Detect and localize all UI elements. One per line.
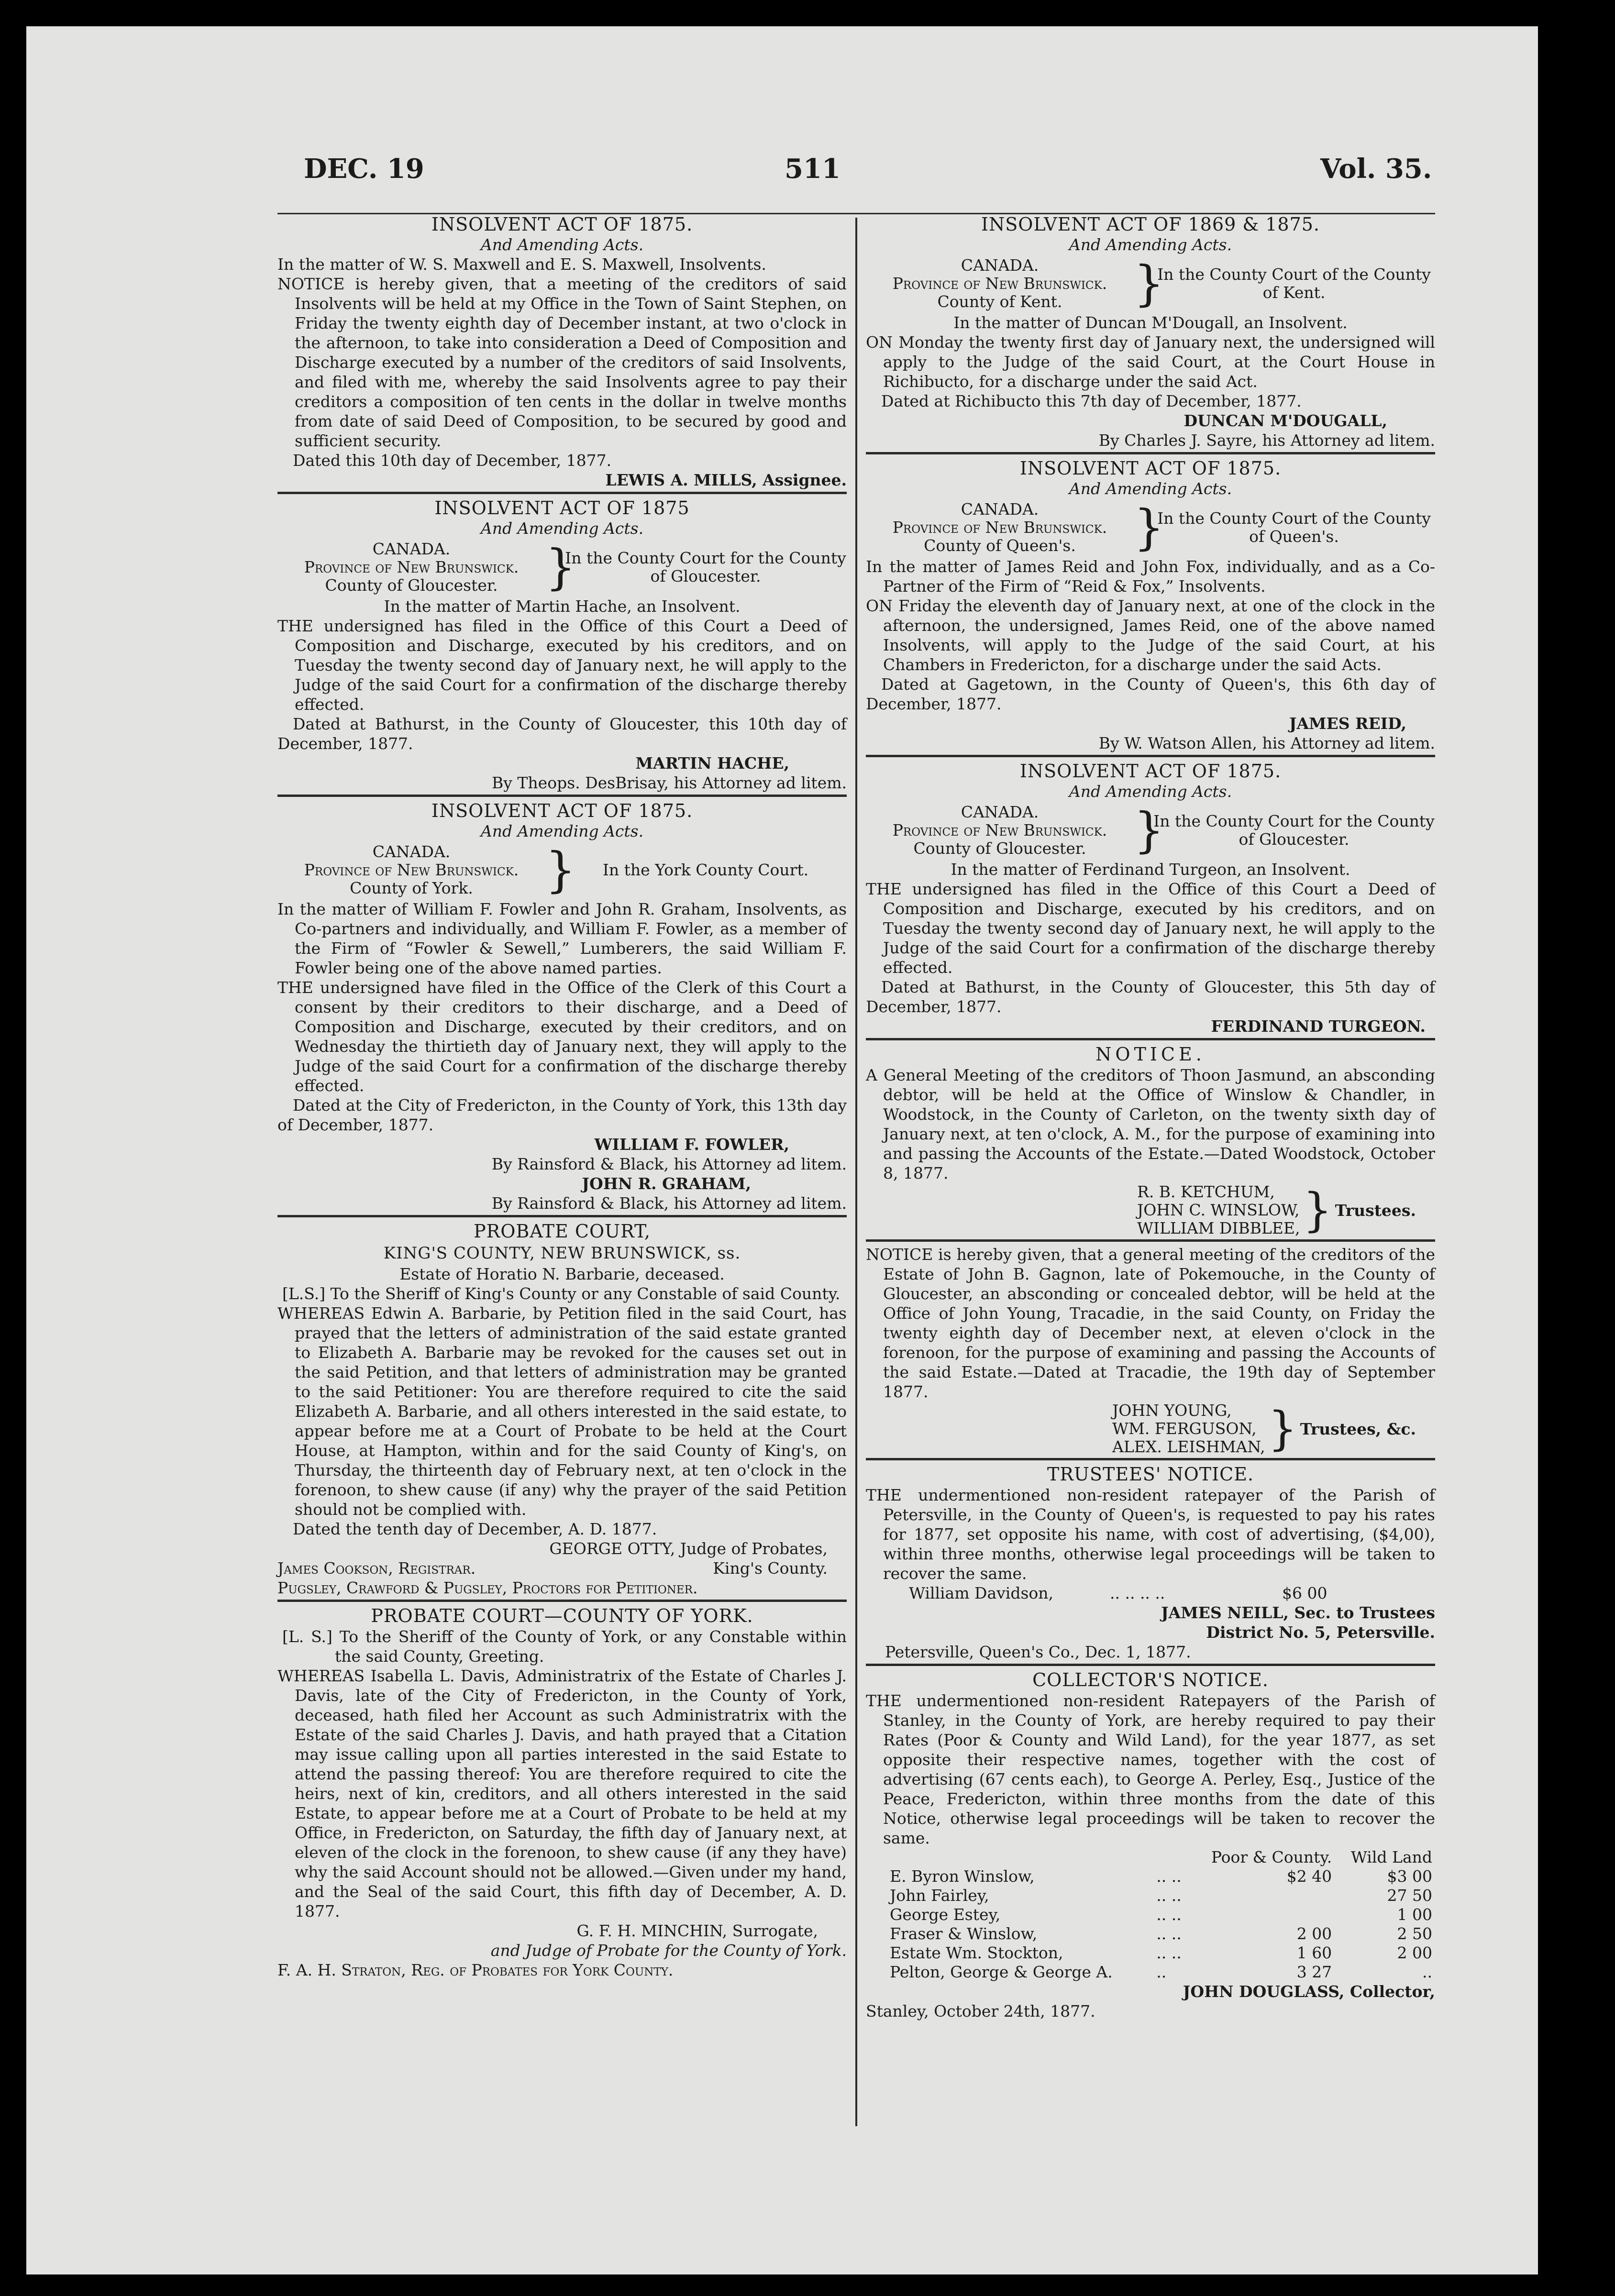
canada-label: CANADA. <box>961 256 1039 275</box>
trustees-notice <box>866 1458 1435 1664</box>
notice-jasmund <box>866 1038 1435 1239</box>
notice-dated: Dated at Gagetown, in the County of Queen's, this 6th day of December, 1877. <box>866 675 1435 713</box>
notice-matter: In the matter of Duncan M'Dougall, an Insolvent. <box>953 313 1348 332</box>
ratepayer-name: E. Byron Winslow, <box>890 1867 1035 1886</box>
notice-title: INSOLVENT ACT OF 1875. <box>1019 458 1282 479</box>
table-row <box>866 1886 1435 1905</box>
header-volume: Vol. 35. <box>1320 153 1432 185</box>
notice-body: THE undersigned have filed in the Office of the Clerk of this Court a consent by their creditors to their discharge, and a Deed of Composition and Discharge, executed by their creditors, and on Wednesday the thirtieth day of January next, they will apply to the Judge of the said Court for a confirmation of the discharge thereby effected. <box>277 978 847 1095</box>
district-label: District No. 5, Petersville. <box>1206 1623 1435 1642</box>
jurisdiction-block <box>866 256 1435 311</box>
province-label: Province of New Brunswick. <box>304 558 519 576</box>
notice-title: PROBATE COURT—COUNTY OF YORK. <box>371 1605 753 1626</box>
ratepayer-name: Estate Wm. Stockton, <box>890 1943 1063 1962</box>
court-label: In the County Court of the County of Kent. <box>1157 265 1431 302</box>
court-label: In the County Court for the County of Gloucester. <box>565 549 846 585</box>
notice-body: THE undermentioned non-resident Ratepayers of the Parish of Stanley, in the County of York, are hereby required to pay their Rates (Poor & County and Wild Land), for the year 1877, as set opposite their respective names, together with the cost of advertising (67 cents each), to George A. Perley, Esq., Justice of the Peace, Fredericton, within three months from the date of this Notice, otherwise legal proceedings will be taken to recover the same. <box>866 1691 1435 1847</box>
notice-attorney: By Rainsford & Black, his Attorney ad litem. <box>491 1194 847 1213</box>
notice-signature: DUNCAN M'DOUGALL, <box>1184 411 1387 430</box>
leader-dots: .. .. <box>1156 1905 1182 1924</box>
wild-land-value: $3 00 <box>1387 1867 1432 1886</box>
notice-body: WHEREAS Edwin A. Barbarie, by Petition filed in the said Court, has prayed that the letters of administration of the said estate granted to Elizabeth A. Barbarie may be revoked for the causes set out in the said Petition, and that letters of administration may be granted to the said Petitioner: You are therefore required to cite the said Elizabeth A. Barbarie, and all others interested in the said estate, to appear before me at a Court of Probate to be held at the Court House, at Hampton, within and for the said County of King's, on Thursday, the thirteenth day of February next, at ten o'clock in the forenoon, to shew cause (if any) why the prayer of the said Petition should not be complied with. <box>277 1304 847 1519</box>
notice-title: INSOLVENT ACT OF 1875. <box>1019 761 1282 782</box>
ratepayer-name: Fraser & Winslow, <box>890 1924 1038 1943</box>
ratepayer-name: William Davidson, <box>909 1584 1054 1602</box>
notice-turgeon <box>866 755 1435 1038</box>
notice-attorney: By W. Watson Allen, his Attorney ad litem. <box>1098 734 1435 752</box>
right-column <box>866 210 1435 2023</box>
collectors-notice <box>866 1664 1435 2023</box>
ls-address: [L.S.] To the Sheriff of King's County or any Constable of said County. <box>282 1284 841 1303</box>
leader-dots: .. .. <box>1156 1924 1182 1943</box>
trustees-label: Trustees. <box>1335 1201 1416 1220</box>
judge-label: and Judge of Probate for the County of York. <box>490 1941 847 1960</box>
notice-body: THE undersigned has filed in the Office of this Court a Deed of Composition and Discharge, executed by his creditors, and on Tuesday the twenty second day of January next, he will apply to the Judge of the said Court for a confirmation of the discharge thereby effected. <box>866 880 1435 977</box>
notice-dated: Dated at Richibucto this 7th day of December, 1877. <box>881 392 1302 410</box>
leader-dots: .. .. <box>1156 1867 1182 1886</box>
notice-body: ON Friday the eleventh day of January next, at one of the clock in the afternoon, the undersigned, James Reid, one of the above named Insolvents, will apply to the Judge of the said Court, at his Chambers in Fredericton, for a discharge under the said Acts. <box>866 596 1435 674</box>
column-header: Poor & County. <box>1211 1848 1332 1866</box>
jurisdiction-block <box>866 500 1435 555</box>
poor-county-value: 2 00 <box>1296 1924 1332 1943</box>
brace-icon: } <box>1268 1402 1297 1456</box>
header-date: DEC. 19 <box>304 153 424 185</box>
trustees-block <box>866 1183 1435 1237</box>
rate-row <box>866 1583 1435 1603</box>
notice-maxwell <box>277 210 847 492</box>
notice-subtitle: And Amending Acts. <box>480 235 644 254</box>
notice-dated: Dated this 10th day of December, 1877. <box>293 451 612 470</box>
notice-gagnon <box>866 1239 1435 1458</box>
notice-subtitle: And Amending Acts. <box>480 519 644 538</box>
notice-matter: In the matter of James Reid and John Fox, individually, and as a Co-Partner of the Firm of “Reid & Fox,” Insolvents. <box>866 557 1435 596</box>
notice-fowler-graham <box>277 795 847 1215</box>
notice-dated: Dated at Bathurst, in the County of Gloucester, this 10th day of December, 1877. <box>277 715 847 753</box>
probate-york-county <box>277 1600 847 1982</box>
column-header: Wild Land <box>1350 1848 1432 1866</box>
notice-signature: JOHN DOUGLASS, Collector, <box>1183 1982 1435 2001</box>
notice-body: THE undersigned has filed in the Office of this Court a Deed of Composition and Discharge, executed by his creditors, and on Tuesday the twenty second day of January next, he will apply to the Judge of the said Court for a confirmation of the discharge thereby effected. <box>277 617 847 714</box>
notice-body: WHEREAS Isabella L. Davis, Administratrix of the Estate of Charles J. Davis, late of the City of Fredericton, in the County of York, deceased, hath filed her Account as such Administratrix with the Estate of the said Charles J. Davis, and hath prayed that a Citation may issue calling upon all parties interested in the said Estate to attend the passing thereof: You are therefore required to cite the heirs, next of kin, creditors, and all others interested in the said Estate, to appear before me at a Court of Probate to be held at my Office, in Fredericton, on Saturday, the fifth day of January next, at eleven of the clock in the forenoon, to shew cause (if any they have) why the said Account should not be allowed.—Given under my hand, and the Seal of the said Court, this fifth day of December, A. D. 1877. <box>277 1667 847 1921</box>
notice-dated: Dated at Bathurst, in the County of Gloucester, this 5th day of December, 1877. <box>866 978 1435 1016</box>
notice-signature: FERDINAND TURGEON. <box>1211 1017 1426 1036</box>
notice-signature: LEWIS A. MILLS, Assignee. <box>605 471 847 489</box>
jurisdiction-block <box>277 843 847 897</box>
notice-body: ON Monday the twenty first day of January next, the undersigned will apply to the Judge of the said Court, at the Court House in Richibucto, for a discharge under the said Act. <box>866 333 1435 391</box>
brace-icon: } <box>545 539 576 595</box>
estate-label: Estate of Horatio N. Barbarie, deceased. <box>399 1265 725 1283</box>
notice-subtitle: And Amending Acts. <box>1069 479 1232 498</box>
leader-dots: .. .. <box>1156 1943 1182 1962</box>
trustees-block <box>866 1402 1435 1456</box>
brace-icon: } <box>1303 1183 1332 1237</box>
notice-signature: JOHN R. GRAHAM, <box>582 1174 751 1193</box>
wild-land-value: .. <box>1422 1963 1432 1981</box>
column-divider <box>855 218 857 2126</box>
registrar-label: James Cookson, Registrar. <box>277 1559 476 1578</box>
canada-label: CANADA. <box>372 842 451 861</box>
judge-signature: GEORGE OTTY, Judge of Probates, <box>549 1539 828 1558</box>
canada-label: CANADA. <box>372 540 451 558</box>
ratepayer-name: George Estey, <box>890 1905 1001 1924</box>
notice-attorney: By Theops. DesBrisay, his Attorney ad litem. <box>492 773 847 792</box>
leader-dots: .. <box>1156 1963 1167 1981</box>
registrar-label: F. A. H. Straton, Reg. of Probates for York County. <box>277 1961 674 1979</box>
probate-kings-county <box>277 1215 847 1600</box>
brace-icon: } <box>1134 255 1164 311</box>
table-row <box>866 1943 1435 1963</box>
poor-county-value <box>1189 1905 1335 1924</box>
province-label: Province of New Brunswick. <box>304 861 519 879</box>
notice-body: NOTICE is hereby given, that a general meeting of the creditors of the Estate of John B. Gagnon, late of Pokemouche, in the County of Gloucester, an absconding or concealed debtor, will be held at the Office of John Young, Tracadie, in the said County, on Friday the twenty eighth day of December next, at eleven o'clock in the forenoon, for the purpose of examining and passing the Accounts of the said Estate.—Dated at Tracadie, the 19th day of September 1877. <box>866 1245 1435 1401</box>
notice-title: INSOLVENT ACT OF 1869 & 1875. <box>981 214 1320 235</box>
notice-signature: WILLIAM F. FOWLER, <box>594 1135 789 1154</box>
wild-land-value: 2 00 <box>1397 1943 1432 1962</box>
notice-hache <box>277 492 847 795</box>
poor-county-value: 3 27 <box>1296 1963 1332 1981</box>
trustee-name: JOHN C. WINSLOW, <box>1137 1201 1300 1219</box>
wild-land-value: 2 50 <box>1397 1924 1432 1943</box>
brace-icon: } <box>1134 802 1164 858</box>
trustee-name: WILLIAM DIBBLEE, <box>1137 1219 1300 1237</box>
surrogate-signature: G. F. H. MINCHIN, Surrogate, <box>576 1921 818 1940</box>
table-row <box>866 1924 1435 1943</box>
wild-land-value: 27 50 <box>1387 1886 1432 1905</box>
notice-signature: JAMES REID, <box>1289 714 1406 733</box>
notice-reid-fox <box>866 452 1435 755</box>
court-label: In the County Court of the County of Queen's. <box>1157 509 1431 546</box>
county-label: County of Gloucester. <box>913 839 1086 858</box>
notice-dated: Dated the tenth day of December, A. D. 1877. <box>293 1520 657 1538</box>
notice-subtitle: And Amending Acts. <box>480 822 644 840</box>
notice-body: THE undermentioned non-resident ratepayer of the Parish of Petersville, in the County of Queen's, is requested to pay his rates for 1877, set opposite his name, with cost of advertising, ($4,00), within three months, otherwise legal proceedings will be taken to recover the same. <box>866 1486 1435 1583</box>
notice-subtitle: KING'S COUNTY, NEW BRUNSWICK, ss. <box>383 1244 741 1263</box>
trustees-label: Trustees, &c. <box>1300 1419 1416 1438</box>
poor-county-value: $2 40 <box>1286 1867 1332 1886</box>
notice-attorney: By Charles J. Sayre, his Attorney ad litem. <box>1098 431 1435 450</box>
notice-matter: In the matter of W. S. Maxwell and E. S. Maxwell, Insolvents. <box>277 255 766 274</box>
leader-dots: .. .. .. .. <box>1110 1584 1165 1602</box>
canada-label: CANADA. <box>961 803 1039 821</box>
brace-icon: } <box>545 842 576 898</box>
notice-mdougall <box>866 210 1435 452</box>
notice-matter: In the matter of Ferdinand Turgeon, an Insolvent. <box>951 860 1350 879</box>
ls-address: [L. S.] To the Sheriff of the County of York, or any Constable within the said County, Greeting. <box>282 1627 847 1666</box>
trustee-name: JOHN YOUNG, <box>1112 1401 1232 1420</box>
notice-title: INSOLVENT ACT OF 1875 <box>434 497 690 519</box>
poor-county-value: 1 60 <box>1296 1943 1332 1962</box>
trustee-name: R. B. KETCHUM, <box>1137 1182 1275 1201</box>
notice-body: NOTICE is hereby given, that a meeting of the creditors of said Insolvents will be held at my Office in the Town of Saint Stephen, on Friday the twenty eighth day of December instant, at two o'clock in the afternoon, to take into consideration a Deed of Composition and Discharge executed by a number of the creditors of said Insolvents, and filed with me, whereby the said Insolvents agree to pay their creditors a composition of ten cents in the dollar in twelve months from date of said Deed of Composition, to be secured by good and sufficient security. <box>277 275 847 450</box>
left-column <box>277 210 847 1982</box>
notice-matter: In the matter of Martin Hache, an Insolvent. <box>384 597 741 616</box>
ratepayer-name: John Fairley, <box>890 1886 989 1905</box>
county-label: County of Gloucester. <box>325 576 498 595</box>
trustee-name: ALEX. LEISHMAN, <box>1112 1437 1265 1456</box>
table-row <box>866 1905 1435 1924</box>
court-label: In the York County Court. <box>602 861 809 879</box>
province-label: Province of New Brunswick. <box>892 821 1107 839</box>
notice-signature: MARTIN HACHE, <box>635 754 789 773</box>
notice-title: COLLECTOR'S NOTICE. <box>1032 1669 1269 1690</box>
poor-county-value <box>1189 1886 1335 1905</box>
notice-subtitle: And Amending Acts. <box>1069 235 1232 254</box>
notice-subtitle: And Amending Acts. <box>1069 782 1232 801</box>
canada-label: CANADA. <box>961 500 1039 519</box>
leader-dots: .. .. <box>1156 1886 1182 1905</box>
notice-dated: Stanley, October 24th, 1877. <box>866 2002 1095 2020</box>
table-row <box>866 1963 1435 1982</box>
notice-title: INSOLVENT ACT OF 1875. <box>431 800 693 821</box>
notice-body: A General Meeting of the creditors of Thoon Jasmund, an absconding debtor, will be held at the Office of Winslow & Chandler, in Woodstock, in the County of Carleton, on the twenty sixth day of January next, at ten o'clock, A. M., for the purpose of examining into and passing the Accounts of the Estate.—Dated Woodstock, October 8, 1877. <box>866 1066 1435 1182</box>
trustee-name: WM. FERGUSON, <box>1112 1419 1257 1438</box>
notice-dated: Dated at the City of Fredericton, in the County of York, this 13th day of December, 1877. <box>277 1096 847 1134</box>
notice-title: INSOLVENT ACT OF 1875. <box>431 214 693 235</box>
county-label: County of York. <box>350 879 473 897</box>
rates-table <box>866 1848 1435 1982</box>
notice-title: NOTICE. <box>1095 1044 1206 1065</box>
ratepayer-name: Pelton, George & George A. <box>890 1963 1113 1981</box>
proctors-label: Pugsley, Crawford & Pugsley, Proctors for Petitioner. <box>277 1578 698 1597</box>
table-header-row <box>866 1848 1435 1867</box>
notice-attorney: By Rainsford & Black, his Attorney ad litem. <box>491 1155 847 1173</box>
province-label: Province of New Brunswick. <box>892 518 1107 537</box>
jurisdiction-block <box>277 540 847 595</box>
court-label: In the County Court for the County of Gloucester. <box>1153 812 1435 849</box>
notice-title: TRUSTEES' NOTICE. <box>1047 1464 1254 1485</box>
notice-title: PROBATE COURT, <box>474 1221 651 1242</box>
notice-matter: In the matter of William F. Fowler and John R. Graham, Insolvents, as Co-partners and individually, and William F. Fowler, as a member of the Firm of “Fowler & Sewell,” Lumberers, the said William F. Fowler being one of the above named parties. <box>277 900 847 977</box>
brace-icon: } <box>1134 499 1164 555</box>
header-page-number: 511 <box>785 153 841 185</box>
notice-dated: Petersville, Queen's Co., Dec. 1, 1877. <box>885 1643 1191 1661</box>
wild-land-value: 1 00 <box>1397 1905 1432 1924</box>
county-label: County of Queen's. <box>924 536 1076 555</box>
notice-signature: JAMES NEILL, Sec. to Trustees <box>1161 1603 1435 1622</box>
table-row <box>866 1867 1435 1886</box>
rate-amount: $6 00 <box>1282 1584 1327 1602</box>
province-label: Province of New Brunswick. <box>892 274 1107 293</box>
county-label: King's County. <box>713 1559 828 1578</box>
jurisdiction-block <box>866 803 1435 858</box>
county-label: County of Kent. <box>937 292 1062 311</box>
